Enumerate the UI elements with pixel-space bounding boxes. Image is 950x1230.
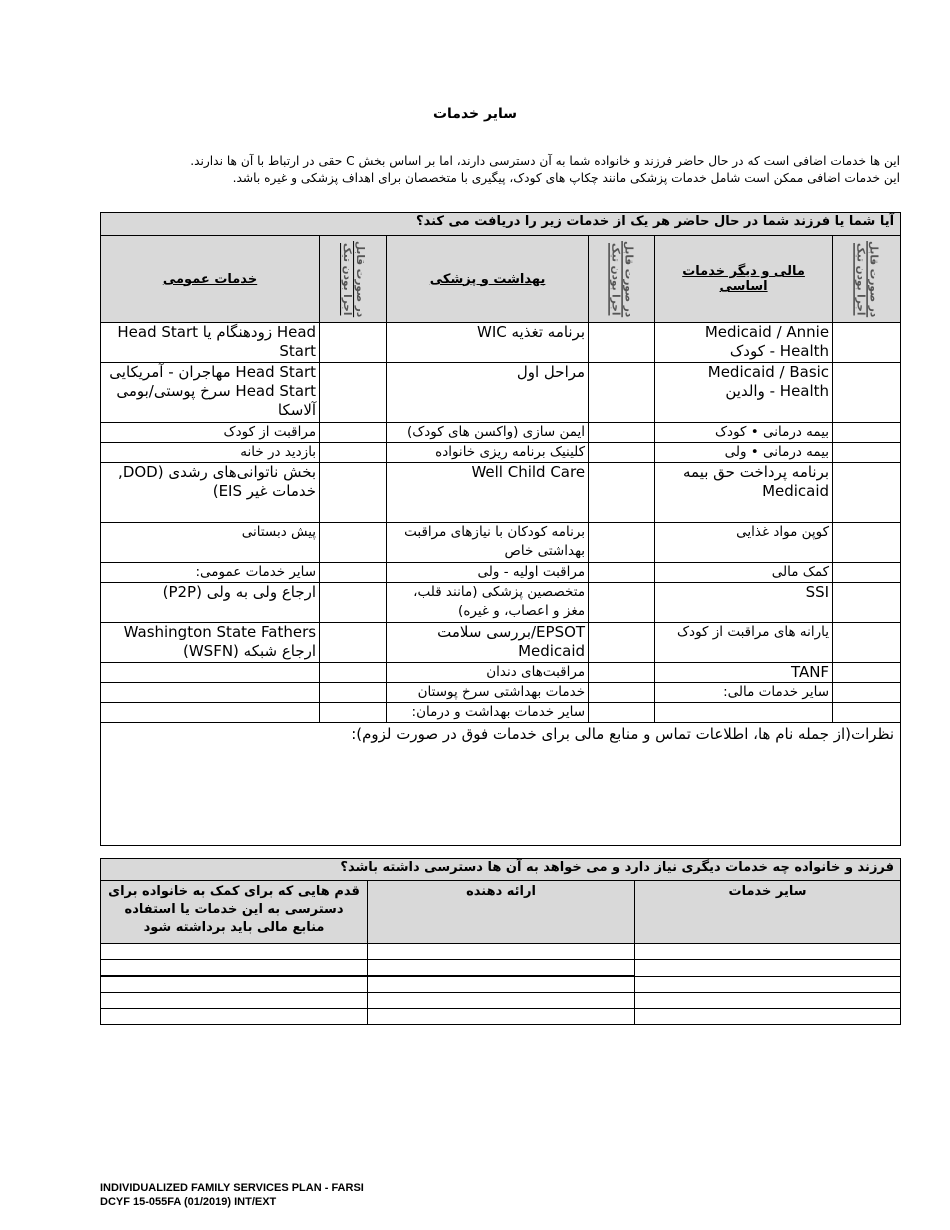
check-health-5[interactable] [589, 463, 655, 523]
check-general-2[interactable] [320, 363, 387, 423]
health-service: مراقبت‌های دندان [387, 663, 589, 683]
check-financial-8[interactable] [833, 583, 901, 623]
needed-services-table [100, 858, 901, 1025]
footer-form-title: INDIVIDUALIZED FAMILY SERVICES PLAN - FARSI [100, 1182, 364, 1194]
health-service: مراقبت اولیه - ولی [387, 563, 589, 583]
general-service: Washington State Fathers ارجاع شبکه (WSFN) [101, 623, 320, 663]
steps-cell[interactable] [101, 960, 368, 977]
other-service-cell[interactable] [635, 1009, 901, 1025]
check-general-1[interactable] [320, 323, 387, 363]
check-general-7[interactable] [320, 563, 387, 583]
financial-service [655, 703, 833, 723]
health-service: ایمن سازی (واکسن های کودک) [387, 423, 589, 443]
check-general-5[interactable] [320, 463, 387, 523]
intro-line-1: این ها خدمات اضافی است که در حال حاضر فرزند و خانواده شما به آن دسترسی دارند، اما بر اساس بخش C حقی در ارتباط با آن ها ندارند. [190, 154, 900, 168]
general-service: مراقبت از کودک [101, 423, 320, 443]
financial-service: یارانه های مراقبت از کودک [655, 623, 833, 663]
header-other-services: سایر خدمات [635, 881, 901, 944]
check-health-4[interactable] [589, 443, 655, 463]
health-service: خدمات بهداشتی سرخ پوستان [387, 683, 589, 703]
header-financial: مالی و دیگر خدمات اساسی [655, 236, 833, 323]
intro-text [100, 153, 900, 187]
check-health-12[interactable] [589, 703, 655, 723]
needed-services-question: فرزند و خانواده چه خدمات دیگری نیاز دارد و می خواهد به آن ها دسترسی داشته باشد؟ [101, 859, 901, 881]
financial-service: سایر خدمات مالی: [655, 683, 833, 703]
general-service: بازدید در خانه [101, 443, 320, 463]
check-health-7[interactable] [589, 563, 655, 583]
check-general-9[interactable] [320, 623, 387, 663]
check-health-9[interactable] [589, 623, 655, 663]
other-service-cell[interactable] [635, 944, 901, 960]
financial-service: کوپن مواد غذایی [655, 523, 833, 563]
checkbox-header-financial: در صورت قابل اجرا بودن تیک [833, 236, 901, 323]
provider-cell[interactable] [368, 960, 635, 977]
general-service [101, 703, 320, 723]
check-health-8[interactable] [589, 583, 655, 623]
provider-cell[interactable] [368, 993, 635, 1009]
current-services-question: آیا شما یا فرزند شما در حال حاضر هر یک از خدمات زیر را دریافت می کند؟ [101, 213, 901, 236]
check-health-1[interactable] [589, 323, 655, 363]
header-general: خدمات عمومی [101, 236, 320, 323]
header-provider: ارائه دهنده [368, 881, 635, 944]
provider-cell[interactable] [368, 1009, 635, 1025]
financial-service: Medicaid / Basic Health - والدین [655, 363, 833, 423]
check-general-11[interactable] [320, 683, 387, 703]
check-financial-3[interactable] [833, 423, 901, 443]
general-service: پیش دبستانی [101, 523, 320, 563]
financial-service: TANF [655, 663, 833, 683]
checkbox-header-general: در صورت قابل اجرا بودن تیک [320, 236, 387, 323]
other-service-cell[interactable] [635, 960, 901, 977]
comments-label: نظرات(از جمله نام ها، اطلاعات تماس و منابع مالی برای خدمات فوق در صورت لزوم): [351, 725, 895, 743]
financial-service: Medicaid / Annie Health - کودک [655, 323, 833, 363]
health-service: Well Child Care [387, 463, 589, 523]
check-financial-5[interactable] [833, 463, 901, 523]
steps-cell[interactable] [101, 993, 368, 1009]
other-service-cell[interactable] [635, 993, 901, 1009]
check-financial-12[interactable] [833, 703, 901, 723]
check-health-10[interactable] [589, 663, 655, 683]
financial-service: کمک مالی [655, 563, 833, 583]
health-service: متخصصین پزشکی (مانند قلب، مغز و اعصاب، و غیره) [387, 583, 589, 623]
financial-service: برنامه پرداخت حق بیمه Medicaid [655, 463, 833, 523]
check-financial-11[interactable] [833, 683, 901, 703]
check-financial-2[interactable] [833, 363, 901, 423]
health-service: کلینیک برنامه ریزی خانواده [387, 443, 589, 463]
check-general-8[interactable] [320, 583, 387, 623]
comments-field[interactable] [101, 723, 901, 846]
check-financial-6[interactable] [833, 523, 901, 563]
financial-service: بیمه درمانی • ولی [655, 443, 833, 463]
form-footer [100, 1181, 364, 1209]
health-service: مراحل اول [387, 363, 589, 423]
general-service: سایر خدمات عمومی: [101, 563, 320, 583]
health-service: سایر خدمات بهداشت و درمان: [387, 703, 589, 723]
check-financial-10[interactable] [833, 663, 901, 683]
check-general-4[interactable] [320, 443, 387, 463]
check-general-6[interactable] [320, 523, 387, 563]
check-financial-4[interactable] [833, 443, 901, 463]
check-general-3[interactable] [320, 423, 387, 443]
check-financial-7[interactable] [833, 563, 901, 583]
check-health-3[interactable] [589, 423, 655, 443]
steps-cell[interactable] [101, 1009, 368, 1025]
general-service [101, 663, 320, 683]
other-service-cell[interactable] [635, 976, 901, 993]
check-health-11[interactable] [589, 683, 655, 703]
checkbox-header-health: در صورت قابل اجرا بودن تیک [589, 236, 655, 323]
steps-cell[interactable] [101, 976, 368, 993]
header-steps: قدم هایی که برای کمک به خانواده برای دسترسی به این خدمات یا استفاده منابع مالی باید برداشته شود [101, 881, 368, 944]
health-service: EPSOT/بررسی سلامت Medicaid [387, 623, 589, 663]
health-service: برنامه کودکان با نیازهای مراقبت بهداشتی خاص [387, 523, 589, 563]
financial-service: SSI [655, 583, 833, 623]
footer-form-number: DCYF 15-055FA (01/2019) INT/EXT [100, 1196, 277, 1208]
check-health-2[interactable] [589, 363, 655, 423]
check-financial-1[interactable] [833, 323, 901, 363]
health-service: برنامه تغذیه WIC [387, 323, 589, 363]
page-title: سایر خدمات [432, 106, 518, 122]
check-general-10[interactable] [320, 663, 387, 683]
general-service [101, 683, 320, 703]
steps-cell[interactable] [101, 944, 368, 960]
general-service: Head زودهنگام یا Head Start Start [101, 323, 320, 363]
general-service: Head Start مهاجران - آمریکایی Head Start سرخ پوستی/بومی آلاسکا [101, 363, 320, 423]
provider-cell[interactable] [368, 944, 635, 960]
current-services-table [100, 212, 901, 846]
check-general-12[interactable] [320, 703, 387, 723]
intro-line-2: این خدمات اضافی ممکن است شامل خدمات پزشکی مانند چکاپ های کودک، پیگیری با متخصصان برای اهداف پزشکی و غیره باشد. [232, 171, 900, 185]
header-health: بهداشت و پزشکی [387, 236, 589, 323]
check-health-6[interactable] [589, 523, 655, 563]
provider-cell[interactable] [368, 976, 635, 993]
check-financial-9[interactable] [833, 623, 901, 663]
financial-service: بیمه درمانی • کودک [655, 423, 833, 443]
general-service: ارجاع ولی به ولی (P2P) [101, 583, 320, 623]
general-service: بخش ناتوانی‌های رشدی (DOD, خدمات غیر EIS) [101, 463, 320, 523]
